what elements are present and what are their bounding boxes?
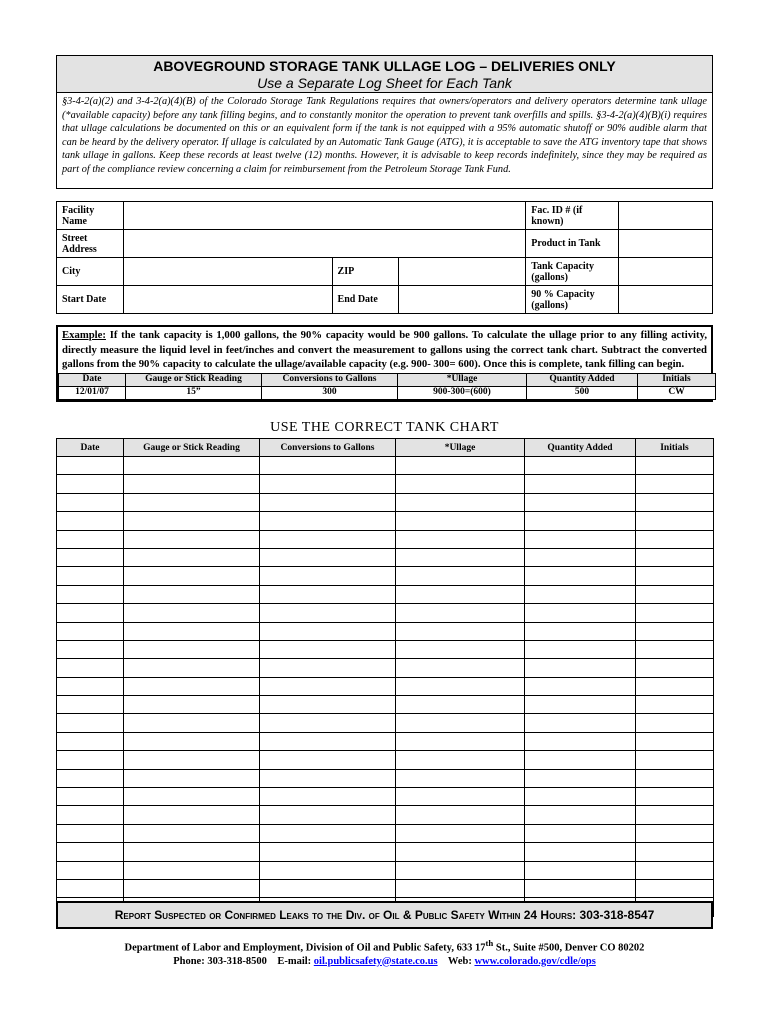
fac-id-label: Fac. ID # (if known) [526,202,619,230]
log-cell[interactable] [525,585,636,603]
log-cell[interactable] [396,806,525,824]
facility-name-label: Facility Name [57,202,124,230]
log-cell[interactable] [57,769,124,787]
log-cell[interactable] [57,732,124,750]
log-cell[interactable] [124,530,260,548]
log-cell[interactable] [57,806,124,824]
log-cell[interactable] [396,788,525,806]
zip-field[interactable] [399,258,526,286]
log-cell[interactable] [525,769,636,787]
log-cell[interactable] [525,604,636,622]
log-cell[interactable] [260,879,396,897]
log-cell[interactable] [57,457,124,475]
log-cell[interactable] [57,824,124,842]
log-row [57,696,714,714]
example-cell-date: 12/01/07 [59,386,126,399]
start-date-field[interactable] [123,286,332,314]
log-cell[interactable] [525,493,636,511]
log-col-initials: Initials [636,439,714,457]
log-cell[interactable] [525,659,636,677]
log-cell[interactable] [124,751,260,769]
facility-name-field[interactable] [123,202,525,230]
log-cell[interactable] [57,530,124,548]
log-row [57,457,714,475]
log-cell[interactable] [57,751,124,769]
example-cell-ullage: 900-300=(600) [398,386,527,399]
example-col-ullage: *Ullage [398,373,527,386]
footer-address-sup: th [485,938,494,948]
log-cell[interactable] [124,567,260,585]
log-row [57,493,714,511]
log-cell[interactable] [124,696,260,714]
log-cell[interactable] [636,843,714,861]
log-cell[interactable] [396,659,525,677]
log-cell[interactable] [636,567,714,585]
product-in-tank-field[interactable] [619,230,713,258]
log-cell[interactable] [396,622,525,640]
example-cell-gauge: 15” [126,386,262,399]
log-cell[interactable] [396,824,525,842]
log-cell[interactable] [260,788,396,806]
log-row [57,861,714,879]
footer [56,937,713,968]
example-cell-initials: CW [638,386,716,399]
log-cell[interactable] [57,493,124,511]
log-cell[interactable] [636,714,714,732]
log-col-quantity: Quantity Added [525,439,636,457]
log-cell[interactable] [124,732,260,750]
log-cell[interactable] [260,457,396,475]
log-cell[interactable] [260,696,396,714]
log-cell[interactable] [636,659,714,677]
example-col-initials: Initials [638,373,716,386]
log-row [57,622,714,640]
log-cell[interactable] [396,843,525,861]
log-row [57,530,714,548]
footer-web-link[interactable]: www.colorado.gov/cdle/ops [474,955,596,967]
log-cell[interactable] [57,567,124,585]
log-cell[interactable] [525,530,636,548]
log-cell[interactable] [124,788,260,806]
log-cell[interactable] [396,879,525,897]
log-cell[interactable] [124,659,260,677]
log-cell[interactable] [260,493,396,511]
log-cell[interactable] [124,493,260,511]
log-cell[interactable] [636,640,714,658]
log-cell[interactable] [396,585,525,603]
footer-address [56,937,713,955]
log-cell[interactable] [636,512,714,530]
log-cell[interactable] [124,604,260,622]
footer-contact [56,955,713,968]
example-body: If the tank capacity is 1,000 gallons, the 90% capacity would be 900 gallons. To calculate the ullage prior to any filling activity, directly measure the liquid level in feet/inches and convert the measurement to gallons using the correct tank chart. Subtract the converted gallons from the 90% capacity to calculate the ullage/available capacity (e.g. 900- 300= 600). Once this is complete, tank filling can begin. [62,329,707,370]
log-cell[interactable] [396,732,525,750]
log-cell[interactable] [124,861,260,879]
log-cell[interactable] [260,548,396,566]
log-cell[interactable] [396,512,525,530]
log-cell[interactable] [260,475,396,493]
log-cell[interactable] [57,475,124,493]
log-cell[interactable] [260,604,396,622]
log-cell[interactable] [396,696,525,714]
log-cell[interactable] [124,769,260,787]
example-box [56,325,713,402]
log-col-conversion: Conversions to Gallons [260,439,396,457]
log-col-gauge: Gauge or Stick Reading [124,439,260,457]
log-cell[interactable] [396,677,525,695]
log-cell[interactable] [57,677,124,695]
start-date-label: Start Date [57,286,124,314]
log-cell[interactable] [260,824,396,842]
capacity-90-field[interactable] [619,286,713,314]
log-cell[interactable] [525,788,636,806]
log-cell[interactable] [260,622,396,640]
log-cell[interactable] [396,604,525,622]
log-cell[interactable] [525,751,636,769]
log-cell[interactable] [525,677,636,695]
tank-capacity-label: Tank Capacity (gallons) [526,258,619,286]
example-cell-quantity: 500 [527,386,638,399]
street-address-field[interactable] [123,230,525,258]
capacity-90-label: 90 % Capacity (gallons) [526,286,619,314]
leak-report-phone: 303-318-8547 [579,908,655,922]
example-text [58,327,711,373]
log-cell[interactable] [57,861,124,879]
log-cell[interactable] [636,677,714,695]
log-cell[interactable] [396,861,525,879]
log-row [57,585,714,603]
log-cell[interactable] [636,493,714,511]
form-title-box [56,55,713,93]
footer-email-label: E-mail: [277,955,312,967]
log-cell[interactable] [396,475,525,493]
log-cell[interactable] [57,714,124,732]
log-cell[interactable] [525,714,636,732]
log-cell[interactable] [636,548,714,566]
log-row [57,548,714,566]
log-row [57,567,714,585]
log-cell[interactable] [124,512,260,530]
log-cell[interactable] [57,585,124,603]
log-cell[interactable] [525,567,636,585]
leak-report-notice [56,901,713,929]
end-date-label: End Date [332,286,399,314]
log-cell[interactable] [124,640,260,658]
log-cell[interactable] [57,548,124,566]
log-cell[interactable] [124,457,260,475]
log-row [57,640,714,658]
log-cell[interactable] [636,824,714,842]
log-row [57,806,714,824]
log-cell[interactable] [124,843,260,861]
log-cell[interactable] [260,861,396,879]
log-row [57,604,714,622]
log-cell[interactable] [396,640,525,658]
log-col-date: Date [57,439,124,457]
log-cell[interactable] [636,622,714,640]
example-col-date: Date [59,373,126,386]
log-cell[interactable] [525,879,636,897]
log-cell[interactable] [525,696,636,714]
log-cell[interactable] [636,475,714,493]
log-row [57,788,714,806]
log-cell[interactable] [124,806,260,824]
log-cell[interactable] [396,457,525,475]
log-row [57,714,714,732]
log-cell[interactable] [124,714,260,732]
log-row [57,769,714,787]
log-cell[interactable] [124,475,260,493]
log-cell[interactable] [525,622,636,640]
log-col-ullage: *Ullage [396,439,525,457]
example-table [58,373,716,400]
log-cell[interactable] [636,696,714,714]
log-cell[interactable] [396,714,525,732]
log-row [57,659,714,677]
log-cell[interactable] [636,585,714,603]
log-cell[interactable] [525,640,636,658]
footer-web-label: Web: [447,955,472,967]
log-cell[interactable] [396,769,525,787]
log-cell[interactable] [260,714,396,732]
log-cell[interactable] [57,640,124,658]
log-cell[interactable] [57,622,124,640]
city-label: City [57,258,124,286]
log-cell[interactable] [525,475,636,493]
log-cell[interactable] [260,567,396,585]
log-cell[interactable] [260,659,396,677]
log-cell[interactable] [57,843,124,861]
footer-phone: Phone: 303-318-8500 [173,955,267,967]
tank-chart-heading: USE THE CORRECT TANK CHART [270,420,499,435]
log-cell[interactable] [525,861,636,879]
log-cell[interactable] [636,457,714,475]
log-row [57,751,714,769]
log-cell[interactable] [396,548,525,566]
log-cell[interactable] [260,585,396,603]
log-cell[interactable] [636,530,714,548]
log-cell[interactable] [260,512,396,530]
log-cell[interactable] [636,604,714,622]
log-cell[interactable] [124,824,260,842]
ullage-log-table [56,438,714,917]
log-cell[interactable] [636,788,714,806]
log-row [57,843,714,861]
log-cell[interactable] [57,512,124,530]
log-cell[interactable] [636,732,714,750]
log-cell[interactable] [636,861,714,879]
log-cell[interactable] [260,732,396,750]
log-cell[interactable] [57,696,124,714]
zip-label: ZIP [332,258,399,286]
log-cell[interactable] [260,751,396,769]
log-cell[interactable] [396,751,525,769]
log-cell[interactable] [124,879,260,897]
leak-report-text: Report Suspected or Confirmed Leaks to the Div. of Oil & Public Safety Within 24 Hours: [114,908,577,922]
log-table-wrap [56,438,713,917]
log-cell[interactable] [260,677,396,695]
log-cell[interactable] [396,493,525,511]
example-col-conversion: Conversions to Gallons [262,373,398,386]
log-cell[interactable] [396,567,525,585]
log-cell[interactable] [260,806,396,824]
log-cell[interactable] [124,548,260,566]
log-cell[interactable] [260,769,396,787]
log-cell[interactable] [525,457,636,475]
example-cell-conversion: 300 [262,386,398,399]
example-col-gauge: Gauge or Stick Reading [126,373,262,386]
tank-capacity-field[interactable] [619,258,713,286]
log-cell[interactable] [525,843,636,861]
form-title: ABOVEGROUND STORAGE TANK ULLAGE LOG – DELIVERIES ONLY [153,58,616,74]
log-cell[interactable] [636,879,714,897]
log-cell[interactable] [57,604,124,622]
log-cell[interactable] [525,732,636,750]
log-cell[interactable] [124,677,260,695]
log-cell[interactable] [260,530,396,548]
log-row [57,512,714,530]
city-field[interactable] [123,258,332,286]
log-cell[interactable] [525,824,636,842]
log-cell[interactable] [124,585,260,603]
facility-info-table [56,201,713,314]
regulation-text: §3-4-2(a)(2) and 3-4-2(a)(4)(B) of the Colorado Storage Tank Regulations requires that owners/operators and delivery operators determine tank ullage (*available capacity) before any tank filling begins, and to constantly monitor the operation to prevent tank overfills and spills. §3-4-2(a)(4)(B)(i) requires that ullage calculations be documented on this or an equivalent form if the tank is not equipped with a 95% automatic shutoff or 90% audible alarm that can be heard by the delivery operator. If ullage is calculated by an Automatic Tank Gauge (ATG), it is acceptable to save the ATG inventory tape that shows tank ullage in gallons. Keep these records at least twelve (12) months. However, it is advisable to keep records indefinitely, since they may be required as part of the compliance review concerning a claim for reimbursement from the Petroleum Storage Tank Fund. [56,93,713,189]
log-row [57,475,714,493]
log-cell[interactable] [124,622,260,640]
form-subtitle: Use a Separate Log Sheet for Each Tank [257,75,512,91]
product-in-tank-label: Product in Tank [526,230,619,258]
fac-id-field[interactable] [619,202,713,230]
log-cell[interactable] [57,659,124,677]
footer-address-text: Department of Labor and Employment, Division of Oil and Public Safety, 633 17 [124,942,486,954]
log-row [57,824,714,842]
log-cell[interactable] [525,548,636,566]
log-row [57,677,714,695]
log-cell[interactable] [636,769,714,787]
example-col-quantity: Quantity Added [527,373,638,386]
end-date-field[interactable] [399,286,526,314]
example-label: Example: [62,329,106,341]
log-cell[interactable] [636,751,714,769]
log-cell[interactable] [636,806,714,824]
log-cell[interactable] [525,806,636,824]
log-cell[interactable] [260,843,396,861]
log-cell[interactable] [525,512,636,530]
street-address-label: Street Address [57,230,124,258]
log-cell[interactable] [57,879,124,897]
log-row [57,732,714,750]
log-cell[interactable] [57,788,124,806]
log-cell[interactable] [396,530,525,548]
log-cell[interactable] [260,640,396,658]
log-row [57,879,714,897]
footer-address-end: St., Suite #500, Denver CO 80202 [493,942,645,954]
footer-email-link[interactable]: oil.publicsafety@state.co.us [313,955,438,967]
